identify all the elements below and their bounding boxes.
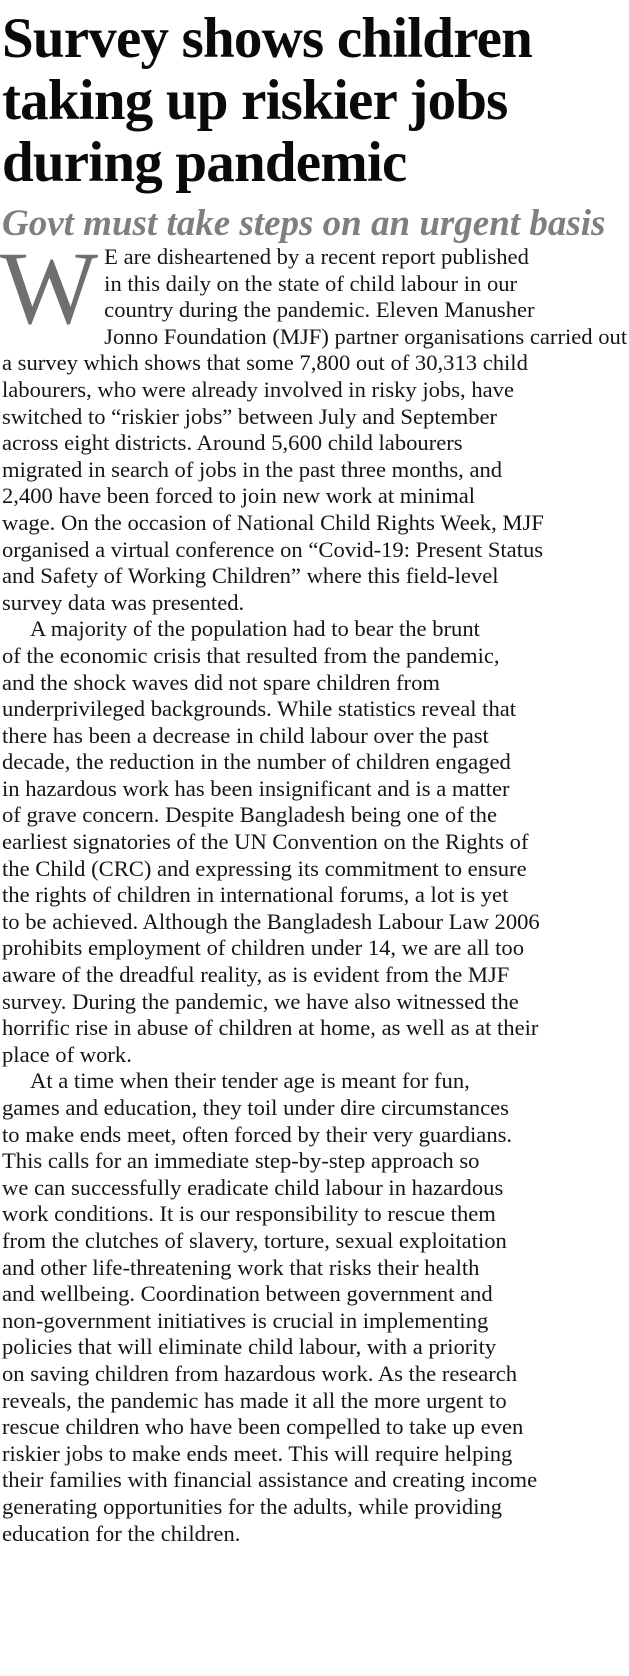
text-line: switched to “riskier jobs” between July and September — [2, 403, 498, 429]
drop-cap: W — [0, 231, 99, 346]
text-line: At a time when their tender age is meant for fun, — [30, 1068, 470, 1094]
paragraph-2 — [2, 616, 625, 1068]
text-line: This calls for an immediate step-by-step approach so — [2, 1148, 480, 1174]
text-line: policies that will eliminate child labour, with a priority — [2, 1334, 497, 1360]
text-line: earliest signatories of the UN Convention on the Rights of — [2, 829, 529, 855]
headline-line: Survey shows children — [2, 7, 533, 70]
text-line: E are disheartened by a recent report published — [104, 244, 529, 269]
text-line: a survey which shows that some 7,800 out of 30,313 child — [2, 350, 528, 376]
text-line: the Child (CRC) and expressing its commitment to ensure — [2, 855, 527, 881]
text-line: on saving children from hazardous work. As the research — [2, 1360, 518, 1386]
text-line: survey. During the pandemic, we have also witnessed the — [2, 988, 519, 1014]
subheadline: Govt must take steps on an urgent basis — [2, 203, 606, 244]
text-line: games and education, they toil under dire circumstances — [2, 1095, 509, 1120]
text-line: and other life-threatening work that risks their health — [2, 1254, 480, 1280]
text-line: riskier jobs to make ends meet. This will require helping — [2, 1440, 513, 1466]
text-line: to be achieved. Although the Bangladesh Labour Law 2006 — [2, 908, 540, 934]
text-line: aware of the dreadful reality, as is evident from the MJF — [2, 962, 510, 988]
text-line: and wellbeing. Coordination between government and — [2, 1281, 493, 1307]
text-line: and Safety of Working Children” where this field-level — [2, 563, 499, 589]
text-line: migrated in search of jobs in the past three months, and — [2, 456, 503, 482]
text-line: of the economic crisis that resulted from the pandemic, — [2, 642, 500, 668]
text-line: across eight districts. Around 5,600 child labourers — [2, 430, 463, 456]
text-line: in this daily on the state of child labour in our — [104, 270, 518, 296]
text-line: reveals, the pandemic has made it all the more urgent to — [2, 1387, 507, 1413]
text-line: and the shock waves did not spare children from — [2, 669, 440, 695]
text-line: to make ends meet, often forced by their very guardians. — [2, 1121, 513, 1147]
text-line: labourers, who were already involved in risky jobs, have — [2, 376, 514, 402]
paragraph-1 — [0, 231, 628, 616]
text-line: in hazardous work has been insignificant and is a matter — [2, 775, 510, 801]
text-line: non-government initiatives is crucial in implementing — [2, 1307, 489, 1333]
text-line: of grave concern. Despite Bangladesh being one of the — [2, 802, 497, 828]
text-line: work conditions. It is our responsibility to rescue them — [2, 1201, 496, 1227]
text-line: there has been a decrease in child labour over the past — [2, 722, 489, 748]
text-line: 2,400 have been forced to join new work at minimal — [2, 483, 476, 509]
text-line: underprivileged backgrounds. While statistics reveal that — [2, 696, 517, 722]
text-line: from the clutches of slavery, torture, sexual exploitation — [2, 1227, 507, 1253]
text-line: their families with financial assistance and creating income — [2, 1467, 538, 1493]
text-line: generating opportunities for the adults, while providing — [2, 1493, 503, 1519]
text-line: the rights of children in international forums, a lot is yet — [2, 882, 509, 908]
text-line: Jonno Foundation (MJF) partner organisations carried out — [104, 323, 628, 349]
headline-line: taking up riskier jobs — [2, 69, 508, 132]
text-line: place of work. — [2, 1041, 132, 1067]
text-line: we can successfully eradicate child labour in hazardous — [2, 1174, 504, 1200]
text-line: education for the children. — [2, 1520, 241, 1546]
text-line: rescue children who have been compelled to take up even — [2, 1414, 524, 1440]
text-line: organised a virtual conference on “Covid-19: Present Status — [2, 536, 544, 562]
headline — [2, 8, 625, 194]
paragraph-3 — [2, 1068, 625, 1547]
text-line: horrific rise in abuse of children at home, as well as at their — [2, 1015, 539, 1041]
text-line: A majority of the population had to bear the brunt — [30, 616, 480, 642]
text-line: decade, the reduction in the number of children engaged — [2, 749, 511, 775]
text-line: country during the pandemic. Eleven Manusher — [104, 297, 535, 323]
article-body — [0, 231, 628, 1547]
headline-line: during pandemic — [2, 131, 407, 194]
text-line: prohibits employment of children under 14, we are all too — [2, 935, 525, 961]
text-line: survey data was presented. — [2, 589, 245, 615]
text-line: wage. On the occasion of National Child Rights Week, MJF — [2, 509, 544, 535]
